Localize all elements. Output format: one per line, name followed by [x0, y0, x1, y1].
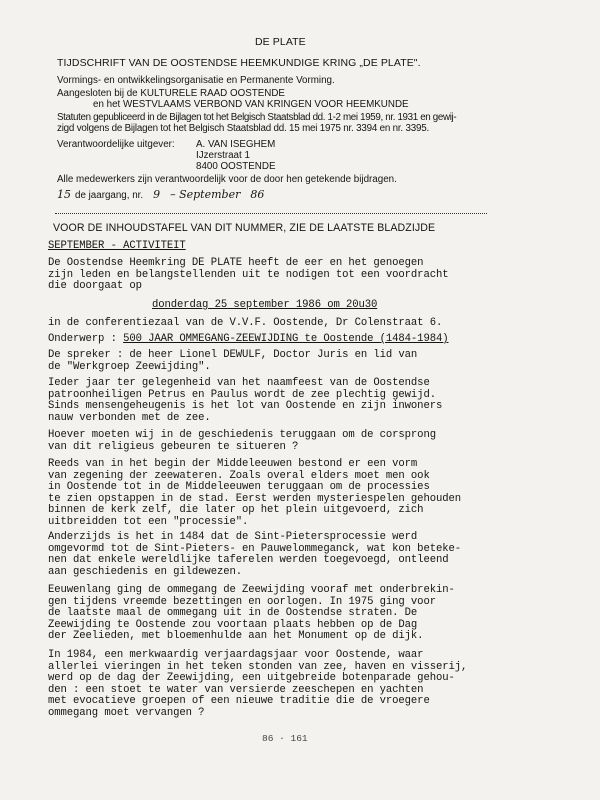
volume-number: 15 [57, 188, 71, 201]
issue-year: 86 [250, 188, 265, 201]
contributors-disclaimer: Alle medewerkers zijn verantwoordelijk voor de door hen getekende bijdragen. [57, 174, 397, 185]
volume-label: de jaargang, nr. [75, 190, 144, 201]
statutes-line-2: zigd volgens de Bijlagen tot het Belgisch Staatsblad dd. 15 mei 1975 nr. 3394 en nr. 3395. [57, 123, 429, 134]
issue-line [57, 185, 264, 203]
affiliation-line-2: en het WESTVLAAMS VERBOND VAN KRINGEN VOOR HEEMKUNDE [93, 99, 409, 110]
contents-note: VOOR DE INHOUDSTAFEL VAN DIT NUMMER, ZIE DE LAATSTE BLADZIJDE [53, 222, 436, 234]
speaker-paragraph: De spreker : de heer Lionel DEWULF, Doctor Juris en lid van de "Werkgroep Zeewijding". [48, 349, 418, 373]
issue-number: 9 [153, 188, 161, 201]
history-1484-paragraph: Anderzijds is het in 1484 dat de Sint-Pietersprocessie werd omgevormd tot de Sint-Pieters- en Pauwelommeganck, wat kon beteke- nen dat enkele wereldlijke taferelen werden toegevoegd, ontleend aan geschiedenis en gildewezen. [48, 531, 461, 578]
issue-month: – September [170, 188, 241, 201]
subject-label: Onderwerp : [48, 333, 124, 345]
subject-title: 500 JAAR OMMEGANG-ZEEWIJDING te Oostende (1484-1984) [123, 333, 449, 345]
anniversary-1984-paragraph: In 1984, een merkwaardig verjaardagsjaar voor Oostende, waar allerlei vieringen in het teken stonden van zee, haven en visserij, werd op de dag der Zeewijding, een uitgebreide botenparade gehou- den : een stoet te water van versierde zeeschepen en yachten met evocatieve groepen of een nieuwe traditie die de vroegere ommegang moet vervangen ? [48, 649, 468, 719]
centuries-paragraph: Eeuwenlang ging de ommegang de Zeewijding vooraf met onderbrekin- gen tijdens vreemde bezettingen en oorlogen. In 1975 ging voor de laatste maal de ommegang uit in de Oostendse straten. De Zeewijding te Oostende zou voortaan plaats hebben op de Dag der Zeelieden, met bloemenhulde aan het Monument op de dijk. [48, 584, 455, 643]
masthead-title: DE PLATE [255, 36, 306, 48]
organisation-line: Vormings- en ontwikkelingsorganisatie en Permanente Vorming. [57, 75, 335, 86]
subject-line [48, 334, 448, 346]
statutes-line-1: Statuten gepubliceerd in de Bijlagen tot het Belgisch Staatsblad dd. 1-2 mei 1959, nr. 1931 en gewij- [57, 112, 457, 123]
publisher-city: 8400 OOSTENDE [196, 161, 276, 172]
separator-dotted [55, 213, 487, 214]
journal-name: TIJDSCHRIFT VAN DE OOSTENDSE HEEMKUNDIGE KRING „DE PLATE". [57, 57, 421, 69]
publisher-name: A. VAN ISEGHEM [196, 139, 276, 150]
event-date: donderdag 25 september 1986 om 20u30 [152, 299, 378, 311]
middle-ages-paragraph: Reeds van in het begin der Middeleeuwen bestond er een vorm van zegening der zeewateren. Zoals overal elders moet men ook in Oostende tot in de Middeleeuwen teruggaan om de processies te zien opstappen in de stad. Eerst werden mysteriespelen gehouden binnen de kerk zelf, die later op het plein uitgevoerd, zich uitbreidden tot een "processie". [48, 458, 461, 528]
origin-question-paragraph: Hoever moeten wij in de geschiedenis teruggaan om de corsprong van dit religieus gebeuren te situeren ? [48, 429, 436, 453]
invitation-paragraph: De Oostendse Heemkring DE PLATE heeft de eer en het genoegen zijn leden en belangstellenden uit te nodigen tot een voordracht die doorgaat op [48, 257, 449, 293]
tradition-paragraph: Ieder jaar ter gelegenheid van het naamfeest van de Oostendse patroonheiligen Petrus en Paulus wordt de zee plechtig gewijd. Sinds mensengeheugenis is het lot van Oostende en zijn inwoners nauw verbonden met de zee. [48, 377, 443, 424]
publisher-label: Verantwoordelijke uitgever: [57, 139, 175, 150]
article-heading: SEPTEMBER - ACTIVITEIT [48, 240, 186, 252]
publisher-street: IJzerstraat 1 [196, 150, 250, 161]
event-venue: in de conferentiezaal van de V.V.F. Oostende, Dr Colenstraat 6. [48, 317, 443, 329]
page-number: 86 · 161 [262, 733, 308, 744]
affiliation-line-1: Aangesloten bij de KULTURELE RAAD OOSTENDE [57, 88, 285, 99]
